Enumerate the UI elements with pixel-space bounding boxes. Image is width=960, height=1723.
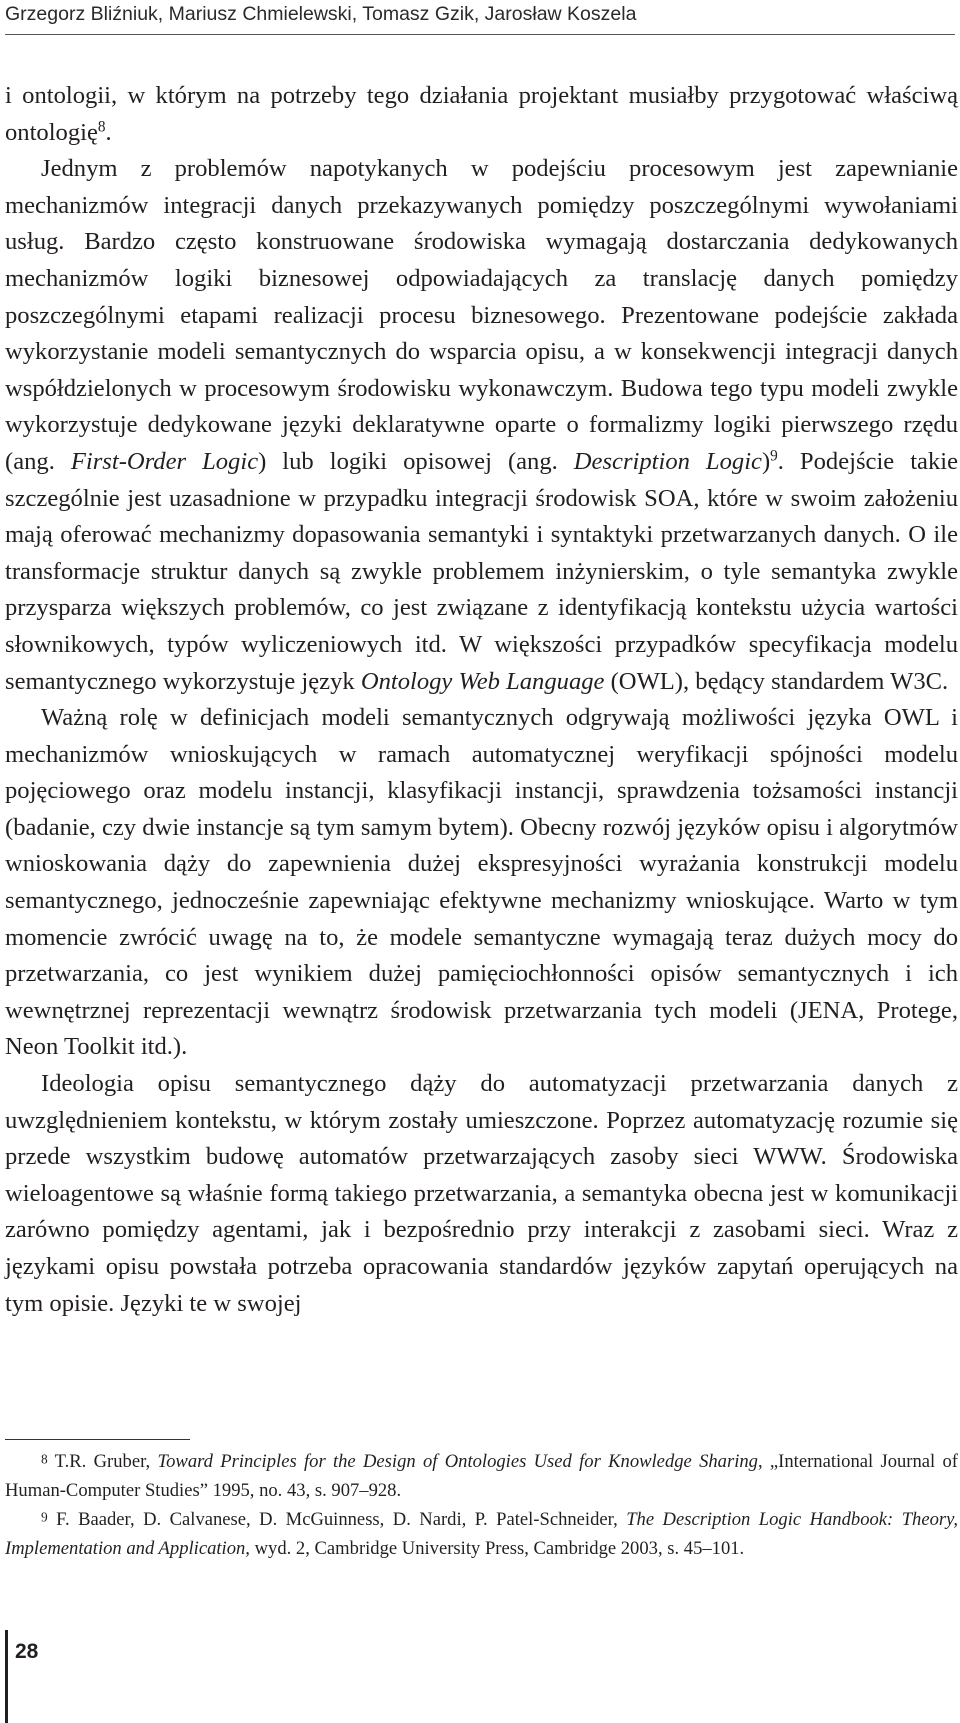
footnote-ref-9[interactable]: 9 [770, 447, 778, 465]
paragraph-1-text: i ontologii, w którym na potrzeby tego działania projektant musiałby przygotować właściwą ontologię [5, 82, 958, 146]
footnote-ref-8[interactable]: 8 [97, 118, 106, 136]
page-number-bar [5, 1630, 8, 1723]
paragraph-1 [5, 78, 958, 151]
paragraph-1-end: . [105, 118, 112, 146]
footnote-9-number: 9 [41, 1509, 48, 1525]
paragraph-4: Ideologia opisu semantycznego dąży do automatyzacji przetwarzania danych z uwzględnieniem kontekstu, w którym zostały umieszczone. Poprzez automatyzację rozumie się przede wszystkim budowę automatów przetwarzających zasoby sieci WWW. Środowiska wieloagentowe są właśnie formą takiego przetwarzania, a semantyka obecna jest w komunikacji zarówno pomiędzy agentami, jak i bezpośrednio przy interakcji z zasobami sieci. Wraz z językami opisu powstała potrzeba opracowania standardów języków zapytań operujących na tym opisie. Języki te w swojej [5, 1070, 958, 1317]
page-number: 28 [15, 1640, 39, 1663]
footnote-8-number: 8 [41, 1451, 48, 1467]
footnotes [5, 1447, 958, 1563]
paragraph-2-part-1: Jednym z problemów napotykanych w podejściu procesowym jest zapewnianie mechanizmów integracji danych przekazywanych pomiędzy poszczególnymi wywołaniami usług. Bardzo często konstruowane środowiska wymagają dostarczania dedykowanych mechanizmów logiki biznesowej odpowiadających za translację danych pomiędzy poszczególnymi etapami realizacji procesu biznesowego. Prezentowane podejście zakłada wykorzystanie modeli semantycznych do wsparcia opisu, a w konsekwencji integracji danych współdzielonych w procesowym środowisku wykonawczym. Budowa tego typu modeli zwykle wykorzystuje dedykowane języki deklaratywne oparte o formalizmy logiki pierwszego rzędu (ang. [5, 155, 958, 475]
footnote-9-title: The Description Logic Handbook: Theory, Implementation and Application, [5, 1509, 958, 1559]
header-rule [5, 34, 955, 35]
term-first-order-logic: First-Order Logic [70, 447, 259, 475]
paragraph-2-part-5: (OWL), będący standardem W3C. [604, 667, 949, 695]
footnote-8-authors: T.R. Gruber, [47, 1451, 158, 1472]
footnote-8-source: , „International Journal of Human-Computer Studies” 1995, no. 43, s. 907–928. [5, 1451, 958, 1501]
paragraph-2-part-3: ) [761, 447, 771, 475]
paragraph-2-part-2: ) lub logiki opisowej (ang. [258, 447, 574, 475]
term-description-logic: Description Logic [573, 447, 762, 475]
footnote-9 [5, 1505, 958, 1563]
main-text [5, 78, 958, 1322]
footnote-8-title: Toward Principles for the Design of Ontologies Used for Knowledge Sharing [157, 1451, 758, 1472]
footnote-rule [5, 1439, 190, 1440]
footnote-8 [5, 1447, 958, 1505]
footnote-9-source: wyd. 2, Cambridge University Press, Cambridge 2003, s. 45–101. [249, 1538, 745, 1559]
term-ontology-web-language: Ontology Web Language [360, 667, 605, 695]
running-header-authors: Grzegorz Bliźniuk, Mariusz Chmielewski, Tomasz Gzik, Jarosław Koszela [5, 3, 637, 25]
footnote-9-authors: F. Baader, D. Calvanese, D. McGuinness, D. Nardi, P. Patel-Schneider, [47, 1509, 627, 1530]
paragraph-2 [5, 151, 958, 700]
paragraph-3: Ważną rolę w definicjach modeli semantycznych odgrywają możliwości języka OWL i mechanizmów wnioskujących w ramach automatycznej weryfikacji spójności modelu pojęciowego oraz modelu instancji, klasyfikacji instancji, sprawdzenia tożsamości instancji (badanie, czy dwie instancje są tym samym bytem). Obecny rozwój języków opisu i algorytmów wnioskowania dąży do zapewnienia dużej ekspresyjności wyrażania konstrukcji modelu semantycznego, jednocześnie zapewniając efektywne mechanizmy wnioskujące. Warto w tym momencie zwrócić uwagę na to, że modele semantyczne wymagają teraz dużych mocy do przetwarzania, co jest wynikiem dużej pamięciochłonności opisów semantycznych i ich wewnętrznej reprezentacji wewnątrz środowisk przetwarzania tych modeli (JENA, Protege, Neon Toolkit itd.). [5, 704, 958, 1061]
paragraph-2-part-4: . Podejście takie szczególnie jest uzasadnione w przypadku integracji środowisk SOA, które w swoim założeniu mają oferować mechanizmy dopasowania semantyki i syntaktyki przetwarzanych danych. O ile transformacje struktur danych są zwykle problemem inżynierskim, o tyle semantyka zwykle przysparza większych problemów, co jest związane z identyfikacją kontekstu użycia wartości słownikowych, typów wyliczeniowych itd. W większości przypadków specyfikacja modelu semantycznego wykorzystuje język [5, 447, 958, 695]
